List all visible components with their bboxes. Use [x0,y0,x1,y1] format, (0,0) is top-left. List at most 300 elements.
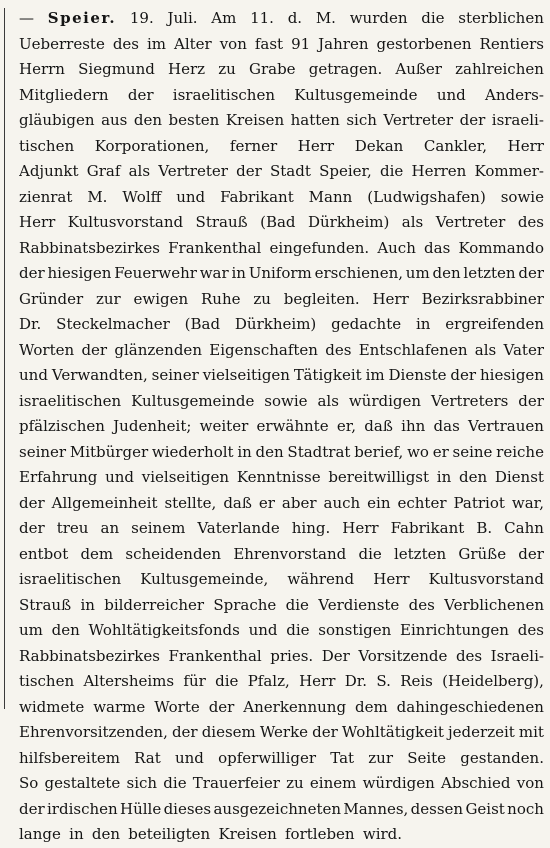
article-word: war [199,264,229,282]
article-line [19,797,544,823]
article-line [19,567,544,593]
article-word: Trauerfeier [192,774,280,792]
article-word: Vertrauen [468,417,544,435]
article-word: Israeli- [490,646,544,665]
article-line [19,57,544,83]
article-word: Ueberreste [19,34,105,53]
article-word: der [518,391,544,410]
article-word: Außer [395,60,442,78]
article-line [19,338,544,364]
article-line [19,32,544,58]
article-word: besten [168,111,220,129]
article-word: israelitischen [172,85,275,104]
article-word: Fabrikant [220,187,294,206]
article-word: sowie [264,391,308,410]
article-word: der [208,697,235,716]
article-word: stellte, [164,493,217,512]
article-word: Worte [154,697,200,716]
article-word: israelitischen [19,570,122,588]
article-word: zu [253,289,271,308]
article-word: gestorbenen [376,34,472,53]
article-word: als [317,391,339,410]
article-word: tischen [19,672,75,690]
article-line [19,669,544,695]
article-word: seiner [151,366,199,384]
article-word: des [517,621,544,639]
article-word: M. [87,187,108,206]
article-word: (Heidelberg), [442,672,544,690]
article-word: der [518,264,544,282]
article-word: Herr [372,289,409,308]
article-line [19,440,544,466]
article-line [19,389,544,415]
article-word: vielseitigen [141,468,230,486]
article-word: Kultusvorstand [428,570,544,588]
article-word: Geist [465,799,505,818]
article-word: der [81,340,108,359]
article-word: treu [56,519,89,537]
article-word: würdigen [348,391,422,410]
article-word: dessen [410,799,464,818]
article-word: Siegmund [78,60,155,78]
article-line [19,312,544,338]
article-line [19,159,544,185]
article-word: der [518,544,544,563]
article-word: und [176,187,206,206]
article-word: diesem [201,723,256,741]
article-word: Jahren [318,34,369,53]
column-rule [4,8,5,709]
article-word: Mannes, [343,799,409,818]
article-word: den [91,825,120,843]
article-word: und [436,85,466,104]
article-word: lange [19,825,61,843]
article-word: Kultusvorstand [67,213,184,231]
article-word: gedachte [331,315,402,333]
article-word: die [380,162,404,180]
article-word: die [215,672,239,690]
article-word: sowie [500,187,544,206]
article-word: würdigen [362,774,435,792]
article-word: Dürkheim) [234,315,317,333]
article-word: Vertreter [383,111,454,129]
article-word: Vater [503,340,544,359]
article-word: an [100,519,120,537]
article-word: Der [321,646,350,665]
article-word: Vertreter [158,162,228,180]
article-word: Tätigkeit [293,366,362,384]
article-word: Strauß [195,213,248,231]
article-word: des [325,340,352,359]
article-word: Kultusgemeinde [294,85,418,104]
article-word: Rabbinatsbezirkes [19,238,160,257]
article-word: wird. [362,825,403,843]
article-word: So [19,774,39,792]
article-word: Vorsitzende [358,646,448,665]
article-word: Adjunkt [19,162,79,180]
article-line [19,465,544,491]
article-word: Herr [373,570,410,588]
article-word: Herz [168,60,206,78]
article-word: irdischen [47,799,118,818]
article-word: seine [452,442,493,461]
article-word: dem [355,697,388,716]
article-line [19,414,544,440]
article-word: Herr [507,136,544,155]
article-word: Patriot [453,493,505,512]
article-line [19,210,544,236]
article-word: Am [211,9,237,27]
article-word: der [19,493,45,512]
article-word: ausgezeichneten [213,799,342,818]
article-word: Grüße [458,544,507,563]
article-word: berief, [354,442,404,461]
article-word: Einrichtungen [400,621,509,639]
article-word: gestanden. [460,748,544,767]
article-word: das [424,238,451,257]
article-word: während [287,570,355,588]
article-word: der [171,723,198,741]
article-word: Ehrenvorstand [233,544,347,563]
article-word: hatten [290,111,340,129]
article-word: zienrat [19,187,73,206]
article-word: B. [476,519,493,537]
article-word: daß [223,493,252,512]
article-word: jederzeit [448,723,515,741]
article-word: Verwandten, [51,366,148,384]
article-word: sonstigen [318,621,392,639]
article-word: Vertreters [430,391,509,410]
article-line [19,134,544,160]
article-word: für [183,672,206,690]
article-word: Kultusgemeinde, [140,570,269,588]
article-word: zu [286,774,304,792]
article-word: im [146,34,167,53]
article-word: Kenntnisse [236,468,321,486]
article-word: er, [336,417,357,435]
article-line [19,108,544,134]
article-word: bereitwilligst [328,468,430,486]
article-word: gestaltete [44,774,121,792]
article-word: eingefunden. [269,238,370,257]
article-word: als [474,340,497,359]
article-word: mit [518,723,544,741]
article-word: (Ludwigshafen) [367,187,486,206]
article-word: Bezirksrabbiner [421,289,544,308]
article-word: des [408,595,435,614]
article-word: Alter [174,34,212,53]
article-word: Gründer [19,289,84,308]
article-word: Dienst [494,468,544,486]
article-word: gläubigen [19,111,95,129]
article-word: 19. [129,9,154,27]
article-word: Seite [407,748,447,767]
article-word: hiesigen [47,264,112,282]
article-word: um [405,264,430,282]
article-word: des [517,213,544,231]
article-line [19,746,544,772]
article-word: reiche [496,442,544,461]
article-word: und [174,748,204,767]
article-word: Auch [377,238,416,257]
article-word: Mann [308,187,353,206]
article-word: zahlreichen [455,60,544,78]
article-word: zur [95,289,121,308]
article-word: Herrn [19,60,65,78]
article-line [19,6,544,32]
article-word: Frankenthal [168,646,262,665]
article-word: seinem [131,519,186,537]
article-word: M. [315,9,336,27]
article-word: in [80,595,95,614]
article-word: 91 [291,34,311,53]
article-word: widmete [19,697,85,716]
article-word: Herr [299,672,336,690]
article-word: der [19,799,45,818]
article-word: — [19,9,34,27]
article-word: Dürkheim) [307,213,390,231]
article-word: ergreifenden [445,315,544,333]
article-word: in [436,468,452,486]
article-word: Herr [297,136,335,155]
article-word: Cankler, [423,136,488,155]
article-word: Rabbinatsbezirkes [19,646,160,665]
article-word: hiesigen [479,366,544,384]
article-word: Graf [86,162,121,180]
article-line [19,593,544,619]
article-word: Wohltätigkeit [341,723,444,741]
article-word: von [219,34,247,53]
article-line [19,491,544,517]
article-word: (Bad [184,315,221,333]
article-word: Herren [411,162,467,180]
article-word: Uniform [248,264,312,282]
article-word: beteiligten [128,825,211,843]
article-word: scheidenden [125,544,222,563]
article-word: der [127,85,154,104]
article-word: um [19,621,43,639]
article-word: zu [218,60,236,78]
article-word: Vertreter [435,213,506,231]
article-word: ewigen [133,289,189,308]
article-word: als [401,213,424,231]
article-word: zur [368,748,393,767]
article-word: den [458,468,488,486]
article-word: dem [80,544,114,563]
article-word: der [459,111,486,129]
article-word: Mitgliedern [19,85,109,104]
article-word: aus [101,111,128,129]
article-word: 11. [250,9,274,27]
article-word: Rat [134,748,161,767]
article-word: noch [507,799,544,818]
article-word: Eigenschaften [209,340,318,359]
article-word: der [450,366,477,384]
article-word: wiederholt [151,442,234,461]
article-word: Wohltätigkeitsfonds [88,621,240,639]
article-line [19,771,544,797]
article-word: die [163,774,187,792]
article-word: pries. [270,646,314,665]
article-word: sich [346,111,377,129]
article-word: ein [367,493,391,512]
article-word: aber [281,493,317,512]
article-word: israeli- [491,111,544,129]
article-line [19,236,544,262]
article-word: von [516,774,544,792]
article-word: Ehrenvorsitzenden, [19,723,168,741]
article-word: Stadtrat [287,442,351,461]
article-word: die [358,544,382,563]
article-line [19,287,544,313]
article-word: echter [397,493,447,512]
article-line [19,720,544,746]
article-word: der [312,723,338,741]
article-word: hilfsbereitem [19,748,120,767]
article-word: in [237,442,252,461]
article-word: er [258,493,275,512]
article-line [19,516,544,542]
article-word: Abschied [441,774,511,792]
article-word: in [69,825,84,843]
article-word: in [231,264,246,282]
article-word: glänzenden [114,340,202,359]
article-word: Frankenthal [168,238,262,257]
article-word: den [255,442,284,461]
article-word: Fabrikant [390,519,465,537]
article-word: wurden [349,9,408,27]
article-column [19,6,544,848]
article-word: den [432,264,461,282]
article-word: Anerkennung [243,697,347,716]
article-line [19,83,544,109]
article-word: Kommer- [474,162,544,180]
article-word: die [285,595,309,614]
article-word: die [421,9,445,27]
article-word: Tat [330,748,355,767]
article-word: d. [287,9,303,27]
article-word: ferner [229,136,278,155]
article-word: und [19,366,48,384]
article-word: opferwilliger [218,748,317,767]
article-line [19,822,544,848]
article-word: Speier. [47,9,117,27]
article-word: getragen. [308,60,383,78]
article-word: den [133,111,163,129]
article-word: (Bad [260,213,296,231]
article-word: fortleben [285,825,355,843]
article-word: als [128,162,151,180]
article-word: erwähnte [256,417,329,435]
article-word: dieses [163,799,212,818]
article-word: im [365,366,385,384]
article-line [19,542,544,568]
article-line [19,363,544,389]
article-word: und [248,621,278,639]
article-word: Worten [19,340,75,359]
article-word: und [105,468,135,486]
article-word: Kreisen [225,111,285,129]
article-line [19,618,544,644]
article-word: sterblichen [458,9,544,27]
article-word: auch [323,493,361,512]
article-word: Juli. [167,9,198,27]
article-word: letzten [463,264,516,282]
article-word: den [51,621,80,639]
article-word: pfälzischen [19,417,105,435]
article-word: Wolff [122,187,162,206]
article-word: Dr. [344,672,368,690]
article-word: Grabe [248,60,296,78]
article-word: letzten [393,544,447,563]
article-word: wo [407,442,429,461]
article-word: Entschlafenen [358,340,468,359]
article-word: Kultusgemeinde [131,391,255,410]
article-word: Feuerwehr [114,264,197,282]
article-word: Altersheims [83,672,175,690]
article-word: Allgemeinheit [51,493,158,512]
article-word: Judenheit; [113,417,192,435]
article-word: Strauß [19,595,72,614]
article-word: die [286,621,310,639]
article-word: Cahn [504,519,544,537]
article-word: der [19,519,45,537]
article-word: das [433,417,460,435]
article-word: Kreisen [218,825,277,843]
article-word: fast [254,34,284,53]
article-word: Steckelmacher [56,315,170,333]
article-word: Dienste [388,366,447,384]
article-word: tischen [19,136,75,155]
article-word: Vaterlande [197,519,280,537]
article-word: israelitischen [19,391,122,410]
article-word: bilderreicher [104,595,205,614]
article-word: einem [309,774,357,792]
article-word: in [415,315,431,333]
article-word: begleiten. [283,289,360,308]
article-word: Werke [259,723,309,741]
article-word: Herr [342,519,379,537]
article-word: S. [376,672,391,690]
article-word: vielseitigen [202,366,290,384]
article-word: sich [126,774,158,792]
article-word: weiter [199,417,249,435]
article-word: Mitbürger [69,442,149,461]
article-word: daß [364,417,393,435]
article-word: Hülle [120,799,162,818]
article-word: war, [511,493,544,512]
article-word: Erfahrung [19,468,98,486]
article-word: Speier, [319,162,372,180]
article-word: Stadt [269,162,311,180]
article-word: des [112,34,139,53]
article-word: der [236,162,262,180]
article-word: Rentiers [479,34,544,53]
article-word: entbot [19,544,69,563]
article-word: Kommando [458,238,544,257]
article-line [19,644,544,670]
article-word: ihn [401,417,426,435]
article-word: hing. [291,519,331,537]
article-word: Anders- [485,85,544,104]
article-word: Reis [400,672,433,690]
article-word: Dr. [19,315,42,333]
article-word: Sprache [213,595,277,614]
article-word: Dekan [354,136,404,155]
article-word: Verdienste [318,595,400,614]
article-word: dahingeschiedenen [396,697,544,716]
article-word: Pfalz, [247,672,290,690]
